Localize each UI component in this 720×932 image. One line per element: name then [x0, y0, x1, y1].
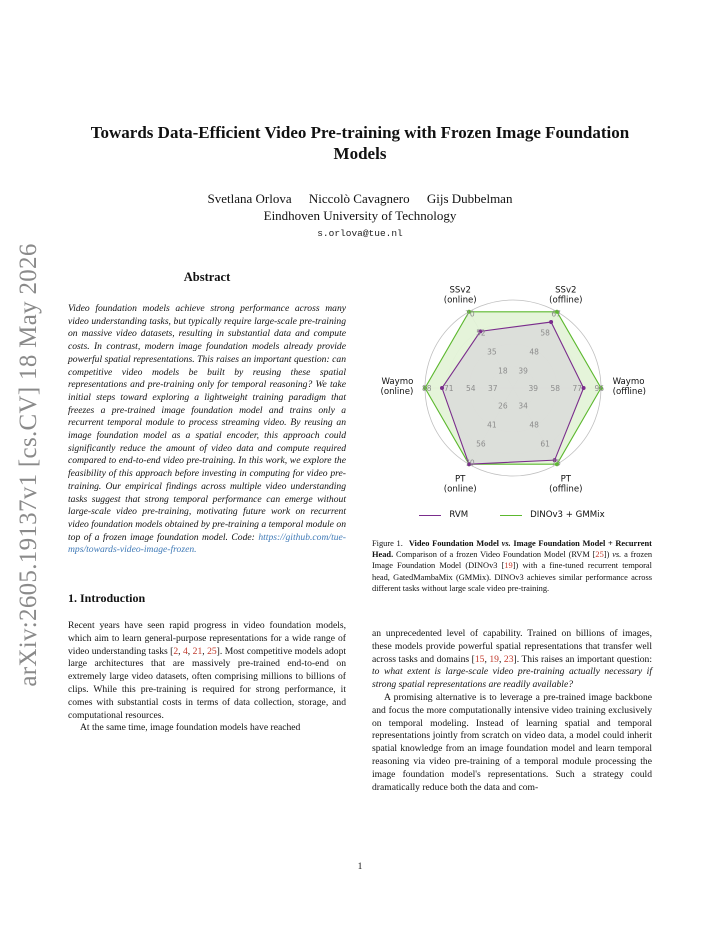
- intro-paragraph-3: A promising alternative is to leverage a pre-trained image backbone and focus the more computationally intensive video training exclusively on temporal modeling. Instead of learning spatial and temporal representations jointly from scratch on video data, a model could inherit spatial knowledge from an image foundation model and learn temporal reasoning via video pre-training of a temporal module processing the image foundation model's representations. Such a strategy could dramatically reduce both the data and com-: [372, 691, 652, 793]
- left-column: [68, 270, 346, 735]
- axis-label-line: SSv2: [449, 285, 471, 296]
- radar-chart-svg: [372, 268, 652, 496]
- text-run: a frozen Image Foundation Model (DINOv3 [: [372, 550, 653, 571]
- text-run: to what extent is large-scale video pre-training actually necessary if strong spatial representations are readily available?: [372, 666, 652, 691]
- abstract-heading: Abstract: [183, 270, 231, 284]
- tick-label: 77: [572, 384, 583, 393]
- axis-label-line: (offline): [549, 295, 583, 306]
- tick-label: 61: [540, 439, 550, 449]
- text-run: Image Foundation Model + Recurrent Head.: [372, 539, 652, 560]
- axis-label-line: PT: [560, 474, 572, 485]
- citation-link[interactable]: 25: [207, 645, 217, 657]
- legend-swatch-rvm: [419, 515, 441, 516]
- intro-heading: 1. Introduction: [68, 591, 146, 606]
- citation-link[interactable]: 21: [192, 645, 203, 657]
- axis-label: [380, 377, 413, 397]
- tick-label: 52: [476, 328, 486, 338]
- axis-label-line: SSv2: [555, 285, 577, 296]
- axis-label: [613, 377, 646, 397]
- axis-label: [549, 474, 582, 494]
- intro-paragraph-2-start: At the same time, image foundation models have reached: [80, 722, 301, 734]
- text-run: vs.: [501, 539, 511, 548]
- text-run: ]. Most competitive models adopt large architectures that are massively pre-trained end-to-end on extremely large video datasets, often comprising millions to billions of clips. While this pre-training is required for strong performance, it comes with substantial costs in terms of data collection, storage, and computational resources.: [68, 645, 347, 721]
- tick-label: 41: [487, 420, 497, 430]
- text-run: ]): [603, 550, 613, 560]
- axis-label-line: (online): [380, 387, 414, 397]
- author-email: s.orlova@tue.nl: [317, 228, 403, 239]
- tick-label: 70: [465, 309, 475, 319]
- text-run: Comparison of a frozen Video Foundation Model (RVM [: [393, 550, 596, 560]
- data-point-rvm: [549, 320, 553, 324]
- citation-link[interactable]: 19: [489, 653, 499, 665]
- citation-link[interactable]: 2: [173, 645, 179, 657]
- tick-label: 67: [551, 309, 561, 319]
- citation-link[interactable]: 4: [183, 645, 188, 657]
- axis-label: [549, 286, 582, 306]
- radar-chart: [372, 268, 652, 508]
- tick-label: 96: [594, 384, 605, 393]
- figure-caption: [372, 538, 652, 594]
- right-column: [372, 268, 652, 594]
- legend-item-gmmix: [500, 510, 605, 520]
- author-name: Niccolò Cavagnero: [308, 191, 410, 206]
- affiliation: Eindhoven University of Technology: [263, 208, 457, 223]
- arxiv-stamp-text: arXiv:2605.19137v1 [cs.CV] 18 May 2026: [15, 243, 42, 687]
- axis-label-line: (online): [443, 295, 477, 306]
- axis-label-line: (offline): [612, 387, 647, 397]
- axis-label: [444, 286, 477, 306]
- abstract-body: Video foundation models achieve strong performance across many video understanding tasks, but typically require large-scale pre-training on massive video datasets, resulting in substantial data and compute costs. In contrast, modern image foundation models already provide powerful spatial representations. This raises an important question: can competitive video models be built by reusing these spatial representations and pre-training only for temporal reasoning? We take initial steps toward exploring a lightweight training paradigm that freezes a pre-trained image foundation model and trains only a recurrent temporal module to process streaming video. By reusing an image foundation model as a spatial encoder, this approach could significantly reduce the amount of video data and compute required compared to end-to-end video pre-training. In this work, we explore the feasibility of this approach before investing in computing for video pre-training. Our empirical findings across multiple video understanding tasks suggest that strong temporal performance can emerge without large-scale video pre-training, motivating future work on recurrent video foundation models obtained by pre-training a temporal module on top of a frozen image foundation model.: [68, 303, 346, 543]
- legend-item-rvm: [419, 510, 468, 520]
- text-run: Video Foundation Model: [408, 539, 502, 548]
- axis-label-line: Waymo: [381, 377, 414, 387]
- tick-label: 39: [518, 366, 528, 376]
- tick-label: 75: [551, 458, 561, 468]
- page-number: 1: [357, 862, 363, 872]
- abstract-text: [68, 303, 346, 557]
- tick-label: 48: [529, 347, 539, 357]
- citation-link[interactable]: 15: [474, 653, 485, 665]
- tick-label: 37: [487, 384, 498, 393]
- tick-label: 58: [540, 328, 550, 338]
- tick-label: 54: [465, 384, 476, 393]
- chart-legend: [372, 510, 652, 520]
- legend-swatch-gmmix: [500, 515, 522, 516]
- citation-link[interactable]: 19: [504, 561, 513, 571]
- legend-label-gmmix: DINOv3 + GMMix: [530, 510, 605, 520]
- author-block: [80, 190, 640, 224]
- tick-label: 48: [529, 420, 539, 430]
- axis-label-line: PT: [454, 474, 466, 485]
- tick-label: 70: [465, 458, 475, 468]
- text-run: an unprecedented level of capability. Trained on billions of images, these models provide powerful spatial representations that transfer well across tasks and domains [: [372, 628, 652, 665]
- citation-link[interactable]: 25: [595, 550, 604, 560]
- text-run: vs.: [612, 550, 622, 560]
- right-column-text: [372, 628, 652, 794]
- axis-label-line: (online): [443, 484, 477, 495]
- tick-label: 35: [487, 347, 497, 357]
- tick-label: 88: [421, 384, 432, 393]
- text-run: ]) with a fine-tuned recurrent temporal head, GatedMambaMix (GMMix). DINOv3 achieves similar performance across different tasks without large scale video pre-training.: [372, 561, 652, 593]
- figure-label: Figure 1.: [372, 539, 403, 548]
- author-name: Gijs Dubbelman: [426, 191, 513, 206]
- tick-label: 58: [550, 384, 561, 393]
- text-run: ]. This raises an important question:: [513, 653, 652, 665]
- arxiv-stamp: [8, 243, 50, 687]
- citation-link[interactable]: 23: [503, 653, 514, 665]
- author-names: [80, 190, 640, 207]
- author-name: Svetlana Orlova: [207, 191, 292, 206]
- tick-label: 26: [498, 401, 508, 411]
- tick-label: 39: [528, 384, 539, 393]
- code-link[interactable]: https://github.com/tue-mps/towards-video-image-frozen.: [68, 531, 346, 556]
- tick-label: 71: [443, 384, 454, 393]
- tick-label: 56: [476, 439, 486, 449]
- text-run: Recent years have seen rapid progress in video foundation models, which aim to learn general-purpose representations for a wide range of video understanding tasks [: [68, 620, 346, 657]
- legend-label-rvm: RVM: [449, 510, 469, 520]
- data-point-rvm: [582, 386, 586, 390]
- axis-label-line: (offline): [549, 484, 583, 495]
- axis-label-line: Waymo: [612, 377, 645, 387]
- paper-title: Towards Data-Efficient Video Pre-training with Frozen Image Foundation Models: [90, 123, 630, 163]
- intro-paragraph-1: Recent years have seen rapid progress in video foundation models, which aim to learn general-purpose representations for a wide range of video understanding tasks [2, 4, 21, 25]. Most competitive models adopt large architectures that are massively pre-trained end-to-end on extremely large video datasets, often comprising millions to billions of clips. While this pre-training is required for strong performance, it comes with substantial costs in terms of data collection, storage, and computational resources.: [68, 620, 347, 721]
- code-label: Code:: [231, 531, 255, 543]
- intro-paragraph-2-cont: an unprecedented level of capability. Trained on billions of images, these models provide powerful spatial representations that transfer well across tasks and domains [15, 19, 23]. This raises an important question: to what extent is large-scale video pre-training actually necessary if strong spatial representations are readily available?: [372, 628, 652, 691]
- tick-label: 18: [498, 366, 508, 376]
- axis-label: [444, 474, 477, 494]
- tick-label: 34: [518, 401, 528, 411]
